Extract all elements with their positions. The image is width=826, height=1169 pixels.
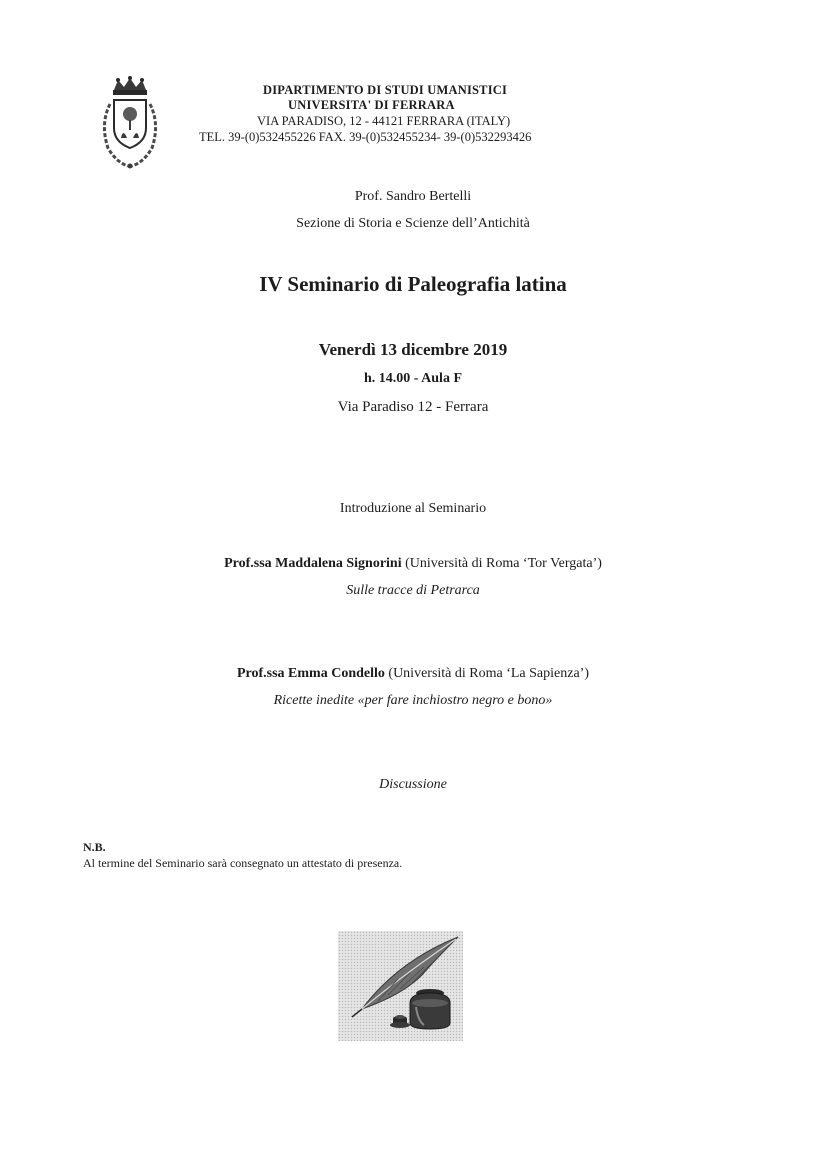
talk-1-speaker-line	[0, 556, 826, 572]
event-location: Via Paradiso 12 - Ferrara	[337, 399, 489, 415]
talk-2-affiliation: (Università di Roma ‘La Sapienza’)	[384, 666, 589, 681]
event-title: IV Seminario di Paleografia latina	[259, 272, 567, 296]
event-time-room: h. 14.00 - Aula F	[363, 371, 462, 386]
talk-2-speaker-line	[0, 666, 826, 682]
organizer-name: Prof. Sandro Bertelli	[354, 189, 472, 204]
university-name: UNIVERSITA' DI FERRARA	[288, 98, 455, 112]
quill-inkwell-icon	[338, 931, 463, 1041]
department-name: DIPARTIMENTO DI STUDI UMANISTICI	[263, 83, 508, 97]
talk-2-title: Ricette inedite «per fare inchiostro negro e bono»	[273, 693, 553, 708]
university-crest-icon	[94, 76, 166, 170]
program-discussion: Discussione	[379, 777, 447, 792]
program-intro: Introduzione al Seminario	[339, 501, 487, 516]
talk-1-affiliation: (Università di Roma ‘Tor Vergata’)	[401, 556, 602, 571]
department-phone-fax: TEL. 39-(0)532455226 FAX. 39-(0)532455234- 39-(0)532293426	[199, 130, 532, 144]
organizer-section: Sezione di Storia e Scienze dell’Antichità	[296, 216, 530, 231]
talk-1-speaker: Prof.ssa Maddalena Signorini	[224, 556, 402, 571]
note-text: Al termine del Seminario sarà consegnato un attestato di presenza.	[83, 856, 403, 870]
department-address: VIA PARADISO, 12 - 44121 FERRARA (ITALY)	[257, 114, 511, 128]
talk-2-speaker: Prof.ssa Emma Condello	[236, 666, 385, 681]
talk-1-title: Sulle tracce di Petrarca	[346, 583, 480, 598]
event-date: Venerdì 13 dicembre 2019	[318, 340, 508, 359]
note-label: N.B.	[83, 840, 106, 854]
